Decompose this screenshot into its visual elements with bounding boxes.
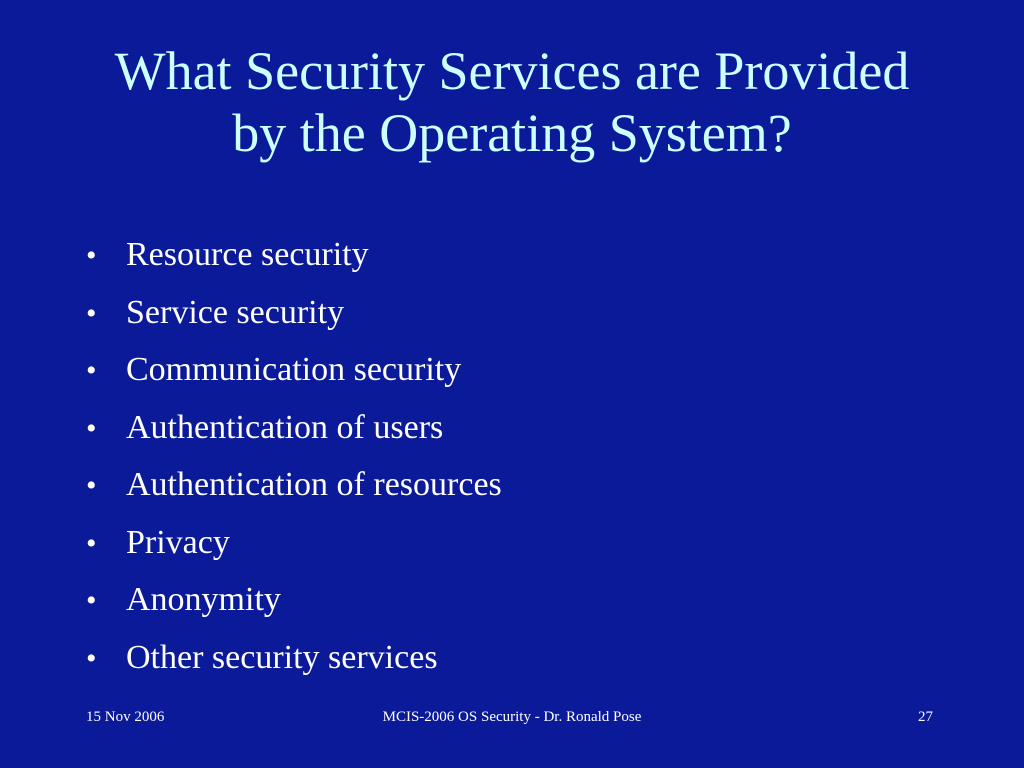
bullet-list bbox=[86, 230, 502, 690]
bullet-icon: • bbox=[86, 641, 97, 675]
slide-title bbox=[0, 40, 1024, 164]
title-line-2: by the Operating System? bbox=[232, 103, 792, 163]
bullet-item-resource-security bbox=[86, 230, 502, 288]
footer-course-author: MCIS-2006 OS Security - Dr. Ronald Pose bbox=[382, 709, 642, 725]
bullet-text: Other security services bbox=[126, 638, 438, 676]
bullet-icon: • bbox=[86, 584, 97, 617]
footer-page-number: 27 bbox=[918, 709, 933, 725]
bullet-text: Anonymity bbox=[126, 581, 281, 618]
bullet-text: Authentication of resources bbox=[126, 466, 502, 503]
bullet-item-other-services bbox=[86, 633, 502, 691]
bullet-text: Communication security bbox=[126, 351, 462, 388]
bullet-icon: • bbox=[86, 469, 97, 502]
bullet-icon: • bbox=[86, 296, 97, 330]
bullet-item-communication-security bbox=[86, 345, 502, 403]
bullet-icon: • bbox=[86, 526, 97, 560]
title-line-1: What Security Services are Provided bbox=[114, 41, 910, 101]
bullet-text: Resource security bbox=[126, 236, 369, 273]
bullet-text: Privacy bbox=[126, 523, 230, 561]
bullet-text: Service security bbox=[126, 293, 345, 331]
bullet-icon: • bbox=[86, 239, 97, 272]
bullet-icon: • bbox=[86, 354, 97, 387]
bullet-icon: • bbox=[86, 411, 97, 445]
footer-date: 15 Nov 2006 bbox=[86, 709, 165, 725]
bullet-item-authentication-users bbox=[86, 403, 502, 461]
bullet-item-authentication-resources bbox=[86, 460, 502, 518]
bullet-item-privacy bbox=[86, 518, 502, 576]
bullet-item-anonymity bbox=[86, 575, 502, 633]
bullet-item-service-security bbox=[86, 288, 502, 346]
bullet-text: Authentication of users bbox=[126, 408, 444, 446]
